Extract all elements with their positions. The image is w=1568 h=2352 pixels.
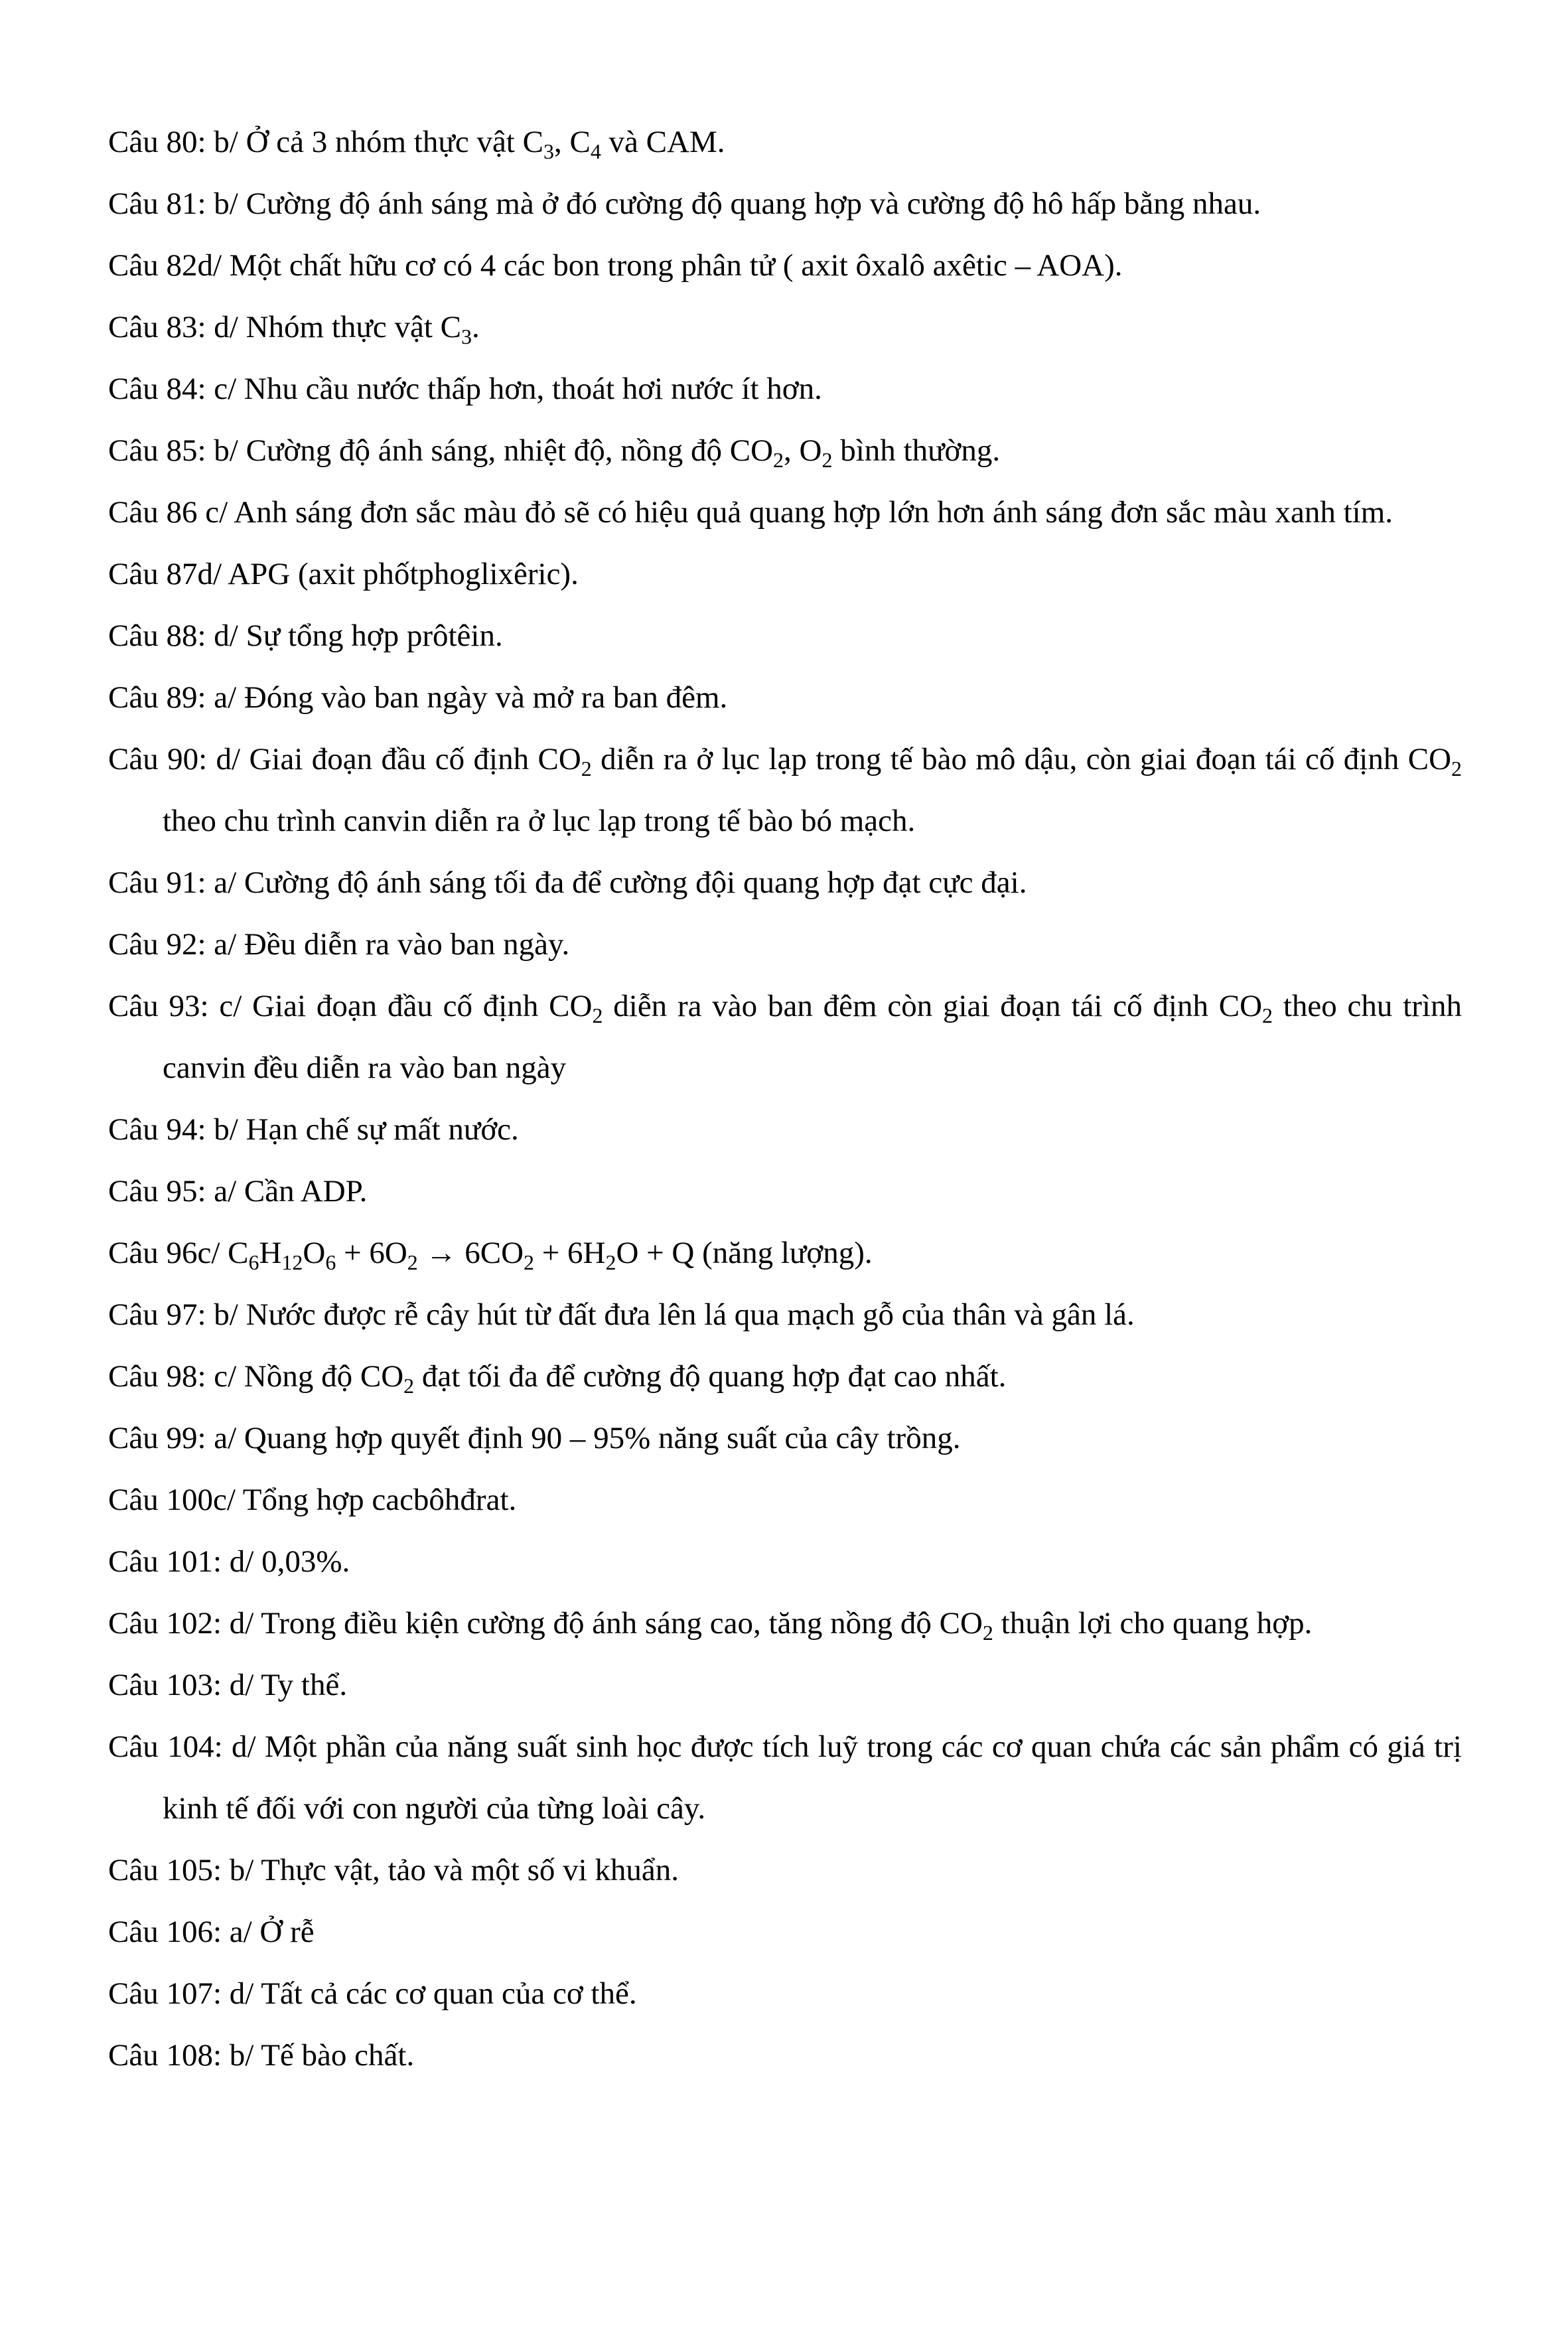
answer-text: Câu 83: d/ Nhóm thực vật C: [108, 310, 461, 344]
answer-text: Câu 84: c/ Nhu cầu nước thấp hơn, thoát hơi nước ít hơn.: [108, 372, 822, 406]
answer-text: Câu 107: d/ Tất cả các cơ quan của cơ thể.: [108, 1976, 637, 2011]
answer-item: [108, 544, 1462, 605]
answer-text: Câu 87d/ APG (axit phốtphoglixêric).: [108, 557, 579, 591]
subscript-text: 2: [982, 1621, 993, 1645]
answer-item: [108, 1593, 1462, 1654]
answer-text: Câu 104: d/ Một phần của năng suất sinh học được tích luỹ trong các cơ quan chứa các sản phẩm có giá trị kinh tế đối với con người của từng loài cây.: [108, 1729, 1462, 1826]
answer-item: [108, 297, 1462, 358]
answer-text: Câu 82d/ Một chất hữu cơ có 4 các bon trong phân tử ( axit ôxalô axêtic – AOA).: [108, 248, 1123, 283]
answer-item: [108, 1901, 1462, 1963]
subscript-text: 2: [1451, 757, 1462, 781]
answer-item: [108, 173, 1462, 235]
answer-text: Câu 97: b/ Nước được rễ cây hút từ đất đưa lên lá qua mạch gỗ của thân và gân lá.: [108, 1297, 1135, 1332]
answer-text: Câu 90: d/ Giai đoạn đầu cố định CO: [108, 742, 581, 776]
answer-text: Câu 98: c/ Nồng độ CO: [108, 1359, 404, 1394]
subscript-text: 3: [461, 325, 472, 349]
answer-item: [108, 111, 1462, 173]
answer-item: [108, 667, 1462, 729]
answer-item: [108, 976, 1462, 1099]
answer-item: [108, 605, 1462, 667]
subscript-text: 2: [581, 757, 592, 781]
answer-text: Câu 91: a/ Cường độ ánh sáng tối đa để cường đội quang hợp đạt cực đại.: [108, 865, 1027, 900]
answer-item: [108, 2025, 1462, 2087]
answer-text: Câu 101: d/ 0,03%.: [108, 1544, 350, 1579]
answer-text: + 6H: [534, 1236, 606, 1270]
subscript-text: 2: [605, 1251, 616, 1275]
answer-text: Câu 103: d/ Ty thể.: [108, 1668, 348, 1702]
answer-item: [108, 1469, 1462, 1531]
answer-item: [108, 729, 1462, 852]
subscript-text: 2: [524, 1251, 535, 1275]
answer-text: → 6CO: [417, 1236, 524, 1270]
answer-text: Câu 94: b/ Hạn chế sự mất nước.: [108, 1112, 519, 1147]
answer-text: theo chu trình canvin diễn ra ở lục lạp trong tế bào bó mạch.: [163, 804, 916, 838]
answer-item: [108, 1716, 1462, 1840]
subscript-text: 3: [543, 140, 554, 164]
answer-text: O: [303, 1236, 326, 1270]
subscript-text: 12: [281, 1251, 303, 1275]
answer-item: [108, 420, 1462, 482]
answer-text: O + Q (năng lượng).: [616, 1236, 873, 1270]
answer-text: Câu 105: b/ Thực vật, tảo và một số vi khuẩn.: [108, 1853, 679, 1887]
answer-list: [108, 111, 1462, 2087]
subscript-text: 4: [590, 140, 601, 164]
answer-text: Câu 86 c/ Anh sáng đơn sắc màu đỏ sẽ có hiệu quả quang hợp lớn hơn ánh sáng đơn sắc màu xanh tím.: [108, 495, 1393, 530]
subscript-text: 2: [407, 1251, 418, 1275]
answer-text: Câu 93: c/ Giai đoạn đầu cố định CO: [108, 989, 593, 1023]
answer-text: + 6O: [336, 1236, 407, 1270]
answer-text: bình thường.: [832, 433, 1001, 468]
answer-item: [108, 1531, 1462, 1593]
answer-item: [108, 1346, 1462, 1408]
answer-text: Câu 88: d/ Sự tổng hợp prôtêin.: [108, 619, 503, 653]
answer-item: [108, 1222, 1462, 1284]
subscript-text: 2: [403, 1374, 415, 1398]
answer-text: Câu 85: b/ Cường độ ánh sáng, nhiệt độ, nồng độ CO: [108, 433, 774, 468]
answer-item: [108, 1963, 1462, 2025]
subscript-text: 6: [248, 1251, 259, 1275]
answer-item: [108, 1840, 1462, 1901]
subscript-text: 6: [325, 1251, 336, 1275]
subscript-text: 2: [1262, 1004, 1273, 1028]
answer-item: [108, 852, 1462, 914]
answer-text: diễn ra ở lục lạp trong tế bào mô dậu, còn giai đoạn tái cố định CO: [591, 742, 1452, 776]
answer-text: Câu 92: a/ Đều diễn ra vào ban ngày.: [108, 927, 570, 962]
answer-item: [108, 358, 1462, 420]
answer-text: Câu 108: b/ Tế bào chất.: [108, 2038, 415, 2073]
subscript-text: 2: [773, 449, 784, 473]
answer-item: [108, 1284, 1462, 1346]
answer-text: , O: [784, 433, 822, 468]
answer-item: [108, 1654, 1462, 1716]
answer-text: .: [471, 310, 480, 344]
answer-text: Câu 89: a/ Đóng vào ban ngày và mở ra ban đêm.: [108, 680, 728, 715]
answer-item: [108, 235, 1462, 297]
answer-text: Câu 96c/ C: [108, 1236, 249, 1270]
answer-item: [108, 914, 1462, 976]
answer-text: Câu 80: b/ Ở cả 3 nhóm thực vật C: [108, 125, 543, 159]
answer-text: H: [259, 1236, 282, 1270]
answer-text: thuận lợi cho quang hợp.: [993, 1606, 1313, 1641]
answer-text: Câu 99: a/ Quang hợp quyết định 90 – 95% năng suất của cây trồng.: [108, 1421, 961, 1455]
answer-text: Câu 102: d/ Trong điều kiện cường độ ánh sáng cao, tăng nồng độ CO: [108, 1606, 983, 1641]
answer-text: diễn ra vào ban đêm còn giai đoạn tái cố định CO: [603, 989, 1263, 1023]
answer-text: theo chu trình canvin đều diễn ra vào ban ngày: [163, 989, 1462, 1085]
subscript-text: 2: [592, 1004, 603, 1028]
answer-text: và CAM.: [601, 125, 725, 159]
answer-text: Câu 100c/ Tổng hợp cacbôhđrat.: [108, 1483, 517, 1517]
answer-item: [108, 1408, 1462, 1469]
answer-text: Câu 106: a/ Ở rễ: [108, 1915, 315, 1949]
answer-item: [108, 1099, 1462, 1161]
subscript-text: 2: [821, 449, 833, 473]
answer-text: , C: [553, 125, 591, 159]
answer-item: [108, 482, 1462, 544]
answer-text: Câu 81: b/ Cường độ ánh sáng mà ở đó cường độ quang hợp và cường độ hô hấp bằng nhau.: [108, 186, 1261, 221]
answer-item: [108, 1161, 1462, 1222]
answer-text: Câu 95: a/ Cần ADP.: [108, 1174, 368, 1209]
answer-text: đạt tối đa để cường độ quang hợp đạt cao nhất.: [414, 1359, 1007, 1394]
